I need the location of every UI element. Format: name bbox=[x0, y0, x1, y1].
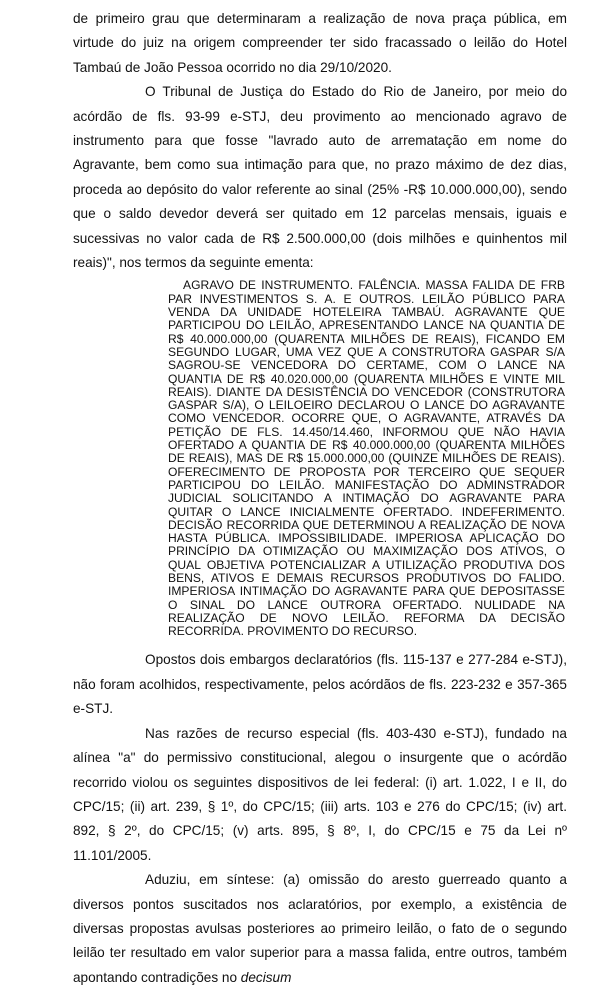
document-page bbox=[73, 7, 567, 990]
paragraph-recurso-especial: Nas razões de recurso especial (fls. 403-430 e-STJ), fundado na alínea "a" do permissivo constitucional, alegou o insurgente que o acórdão recorrido violou os seguintes dispositivos de lei federal: (i) art. 1.022, I e II, do CPC/15; (ii) art. 239, § 1º, do CPC/15; (iii) arts. 103 e 276 do CPC/15; (iv) art. 892, § 2º, do CPC/15; (v) arts. 895, § 8º, I, do CPC/15 e 75 da Lei nº 11.101/2005. bbox=[73, 725, 567, 863]
italic-term: decisum bbox=[240, 969, 292, 985]
paragraph-aduziu-text: Aduziu, em síntese: (a) omissão do aresto guerreado quanto a diversos pontos suscitados nos aclaratórios, por exemplo, a existência de diversas propostas avulsas posteriores ao primeiro leilão, o fato de o segundo leilão ter resultado em valor superior para a massa falida, entre outros, também apontando contradições no bbox=[73, 872, 567, 985]
paragraph-tribunal-decision: O Tribunal de Justiça do Estado do Rio de Janeiro, por meio do acórdão de fls. 93-99 e-STJ, deu provimento ao mencionado agravo de instrumento para que fosse "lavrado auto de arrematação em nome do Agravante, bem como sua intimação para que, no prazo máximo de dez dias, proceda ao depósito do valor referente ao sinal (25% -R$ 10.000.000,00), sendo que o saldo devedor deverá ser quitado em 12 parcelas mensais, iguais e sucessivas no valor cada de R$ 2.500.000,00 (dois milhões e quinhentos mil reais)", nos termos da seguinte ementa: bbox=[73, 84, 567, 271]
paragraph-aduziu bbox=[73, 868, 567, 990]
ementa-blockquote: AGRAVO DE INSTRUMENTO. FALÊNCIA. MASSA FALIDA DE FRB PAR INVESTIMENTOS S. A. E OUTROS. LEILÃO PÚBLICO PARA VENDA DA UNIDADE HOTELEIRA TAMBAÚ. AGRAVANTE QUE PARTICIPOU DO LEILÃO, APRESENTANDO LANCE NA QUANTIA DE R$ 40.000.000,00 (QUARENTA MILHÕES DE REAIS), FICANDO EM SEGUNDO LUGAR, UMA VEZ QUE A CONSTRUTORA GASPAR S/A SAGROU-SE VENCEDORA DO CERTAME, COM O LANCE NA QUANTIA DE R$ 40.020.000,00 (QUARENTA MILHÕES E VINTE MIL REAIS). DIANTE DA DESISTÊNCIA DO VENCEDOR (CONSTRUTORA GASPAR S/A), O LEILOEIRO DECLAROU O LANCE DO AGRAVANTE COMO VENCEDOR. OCORRE QUE, O AGRAVANTE, ATRAVÉS DA PETIÇÃO DE FLS. 14.450/14.460, INFORMOU QUE NÃO HAVIA OFERTADO A QUANTIA DE R$ 40.000.000,00 (QUARENTA MILHÕES DE REAIS), MAS DE R$ 15.000.000,00 (QUINZE MILHÕES DE REAIS). OFERECIMENTO DE PROPOSTA POR TERCEIRO QUE SEQUER PARTICIPOU DO LEILÃO. MANIFESTAÇÃO DO ADMINSTRADOR JUDICIAL SOLICITANDO A INTIMAÇÃO DO AGRAVANTE PARA QUITAR O LANCE INICIALMENTE OFERTADO. INDEFERIMENTO. DECISÃO RECORRIDA QUE DETERMINOU A REALIZAÇÃO DE NOVA HASTA PÚBLICA. IMPOSSIBILIDADE. IMPERIOSA APLICAÇÃO DO PRINCÍPIO DA OTIMIZAÇÃO OU MAXIMIZAÇÃO DOS ATIVOS, O QUAL OBJETIVA POTENCIALIZAR A UTILIZAÇÃO PRODUTIVA DOS BENS, ATIVOS E DEMAIS RECURSOS PRODUTIVOS DO FALIDO. IMPERIOSA INTIMAÇÃO DO AGRAVANTE PARA QUE DEPOSITASSE O SINAL DO LANCE OUTRORA OFERTADO. NULIDADE NA REALIZAÇÃO DE NOVO LEILÃO. REFORMA DA DECISÃO RECORRIDA. PROVIMENTO DO RECURSO. bbox=[168, 278, 565, 639]
paragraph-continuation: de primeiro grau que determinaram a realização de nova praça pública, em virtude do juiz na origem compreender ter sido fracassado o leilão do Hotel Tambaú de João Pessoa ocorrido no dia 29/10/2020. bbox=[73, 11, 567, 75]
paragraph-embargos: Opostos dois embargos declaratórios (fls. 115-137 e 277-284 e-STJ), não foram acolhidos, respectivamente, pelos acórdãos de fls. 223-232 e 357-365 e-STJ. bbox=[73, 652, 567, 717]
